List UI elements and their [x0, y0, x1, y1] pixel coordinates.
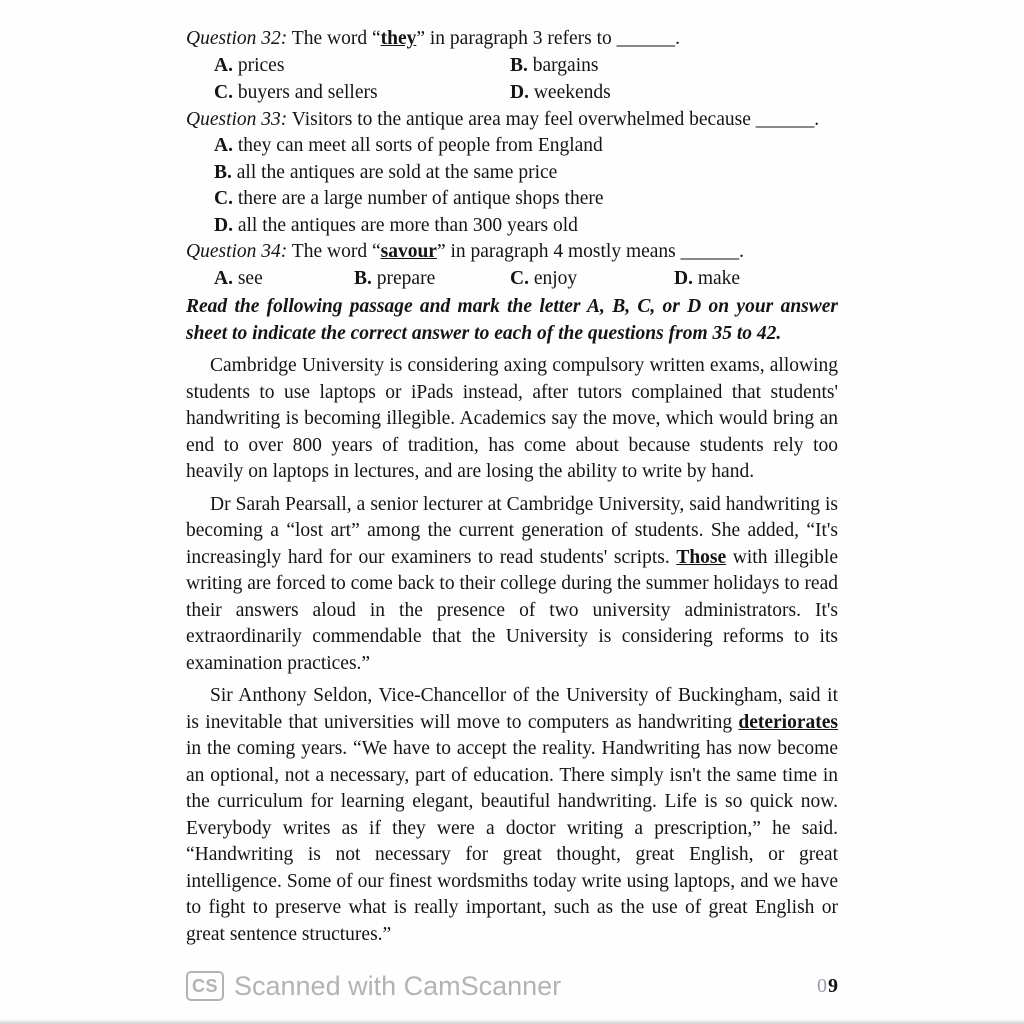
option-text: all the antiques are sold at the same price	[236, 161, 558, 183]
question-32-text-post: ” in paragraph 3 refers to ______.	[416, 28, 681, 49]
option-text: see	[237, 267, 263, 289]
option-letter: B.	[354, 267, 372, 289]
option-letter: B.	[510, 54, 528, 76]
paragraph-3-keyword: deteriorates	[738, 711, 838, 733]
passage-paragraph-2	[186, 492, 838, 678]
question-33-text: Visitors to the antique area may feel overwhelmed because ______.	[287, 108, 820, 130]
page-footer	[186, 964, 838, 1008]
question-32-option-d	[510, 80, 838, 107]
question-34	[186, 239, 838, 266]
question-32-text-pre: The word “	[287, 28, 381, 49]
option-text: there are a large number of antique shops there	[237, 188, 604, 209]
question-32-option-b	[510, 53, 838, 80]
option-letter: A.	[214, 54, 233, 76]
option-text: bargains	[532, 54, 599, 76]
question-34-option-a	[214, 266, 354, 293]
option-letter: D.	[214, 214, 233, 236]
passage-paragraph-3	[186, 683, 838, 948]
question-32-label: Question 32:	[186, 28, 288, 49]
question-34-text-pre: The word “	[287, 241, 381, 262]
question-33-option-c	[214, 186, 838, 213]
question-32-keyword: they	[380, 28, 417, 49]
question-33-option-a	[214, 133, 838, 160]
camscanner-icon: CS	[186, 971, 224, 1001]
question-33-options	[186, 133, 838, 239]
page-number-smudge: 0	[817, 974, 827, 997]
option-letter: D.	[510, 82, 529, 103]
option-text: enjoy	[533, 267, 578, 289]
question-34-option-b	[354, 266, 510, 293]
paragraph-3-text-pre: Sir Anthony Seldon, Vice-Chancellor of the University of Buckingham, said it is inevitable that universities will move to computers as handwriting	[186, 685, 838, 733]
camscanner-text: Scanned with CamScanner	[234, 970, 562, 1001]
question-32-options	[214, 53, 838, 107]
question-34-text-post: ” in paragraph 4 mostly means ______.	[436, 241, 745, 262]
page-number-value: 9	[828, 974, 838, 997]
option-letter: C.	[510, 267, 529, 289]
question-33-label: Question 33:	[186, 108, 288, 130]
paragraph-2-text-post: with illegible writing are forced to come back to their college during the summer holidays to read their answers aloud in the presence of two university administrators. It's extraordinarily commendable that the University is considering reforms to its examination practices.”	[186, 546, 838, 674]
passage-paragraph-1: Cambridge University is considering axing compulsory written exams, allowing students to use laptops or iPads instead, after tutors complained that students' handwriting is becoming illegible. Academics say the move, which would bring an end to over 800 years of tradition, has come about because students rely too heavily on laptops in lectures, and are losing the ability to write by hand.	[186, 355, 838, 482]
option-letter: B.	[214, 161, 232, 183]
page-number	[817, 975, 838, 998]
reading-instruction: Read the following passage and mark the letter A, B, C, or D on your answer sheet to indicate the correct answer to each of the questions from 35 to 42.	[186, 296, 838, 344]
scan-bottom-edge	[0, 1019, 1024, 1024]
paragraph-3-text-post: in the coming years. “We have to accept the reality. Handwriting has now become an optional, not a necessary, part of education. There simply isn't the same time in the curriculum for learning elegant, beautiful handwriting. Life is so quick now. Everybody writes as if they were a doctor writing a prescription,” he said. “Handwriting is not necessary for great thought, great English, or great intelligence. Some of our finest wordsmiths today write using laptops, and we have to fight to preserve what is really important, such as the use of great English or great sentence structures.”	[186, 738, 838, 945]
page-content	[186, 26, 838, 948]
option-letter: D.	[674, 267, 693, 289]
option-text: prepare	[376, 267, 436, 289]
option-text: buyers and sellers	[237, 82, 378, 103]
question-34-keyword: savour	[380, 241, 437, 262]
option-letter: C.	[214, 188, 233, 209]
option-text: all the antiques are more than 300 years old	[237, 214, 578, 236]
question-34-option-d	[674, 266, 838, 293]
question-32-option-c	[214, 80, 510, 107]
camscanner-watermark	[186, 971, 561, 1002]
question-33-option-b	[214, 160, 838, 187]
option-text: weekends	[533, 82, 611, 103]
question-34-option-c	[510, 266, 674, 293]
paragraph-2-text-pre: Dr Sarah Pearsall, a senior lecturer at Cambridge University, said handwriting is becoming a “lost art” among the current generation of students. She added, “It's increasingly hard for our examiners to read students' scripts.	[186, 493, 838, 568]
question-34-options	[214, 266, 838, 293]
question-32-option-a	[214, 53, 510, 80]
question-34-label: Question 34:	[186, 241, 288, 262]
question-32	[186, 26, 838, 53]
option-text: prices	[237, 54, 285, 76]
question-33	[186, 107, 838, 134]
option-text: they can meet all sorts of people from England	[237, 135, 603, 156]
paragraph-2-keyword: Those	[676, 546, 727, 568]
option-letter: C.	[214, 82, 233, 103]
option-letter: A.	[214, 267, 233, 289]
option-letter: A.	[214, 135, 233, 156]
question-33-option-d	[214, 213, 838, 240]
option-text: make	[697, 267, 741, 289]
